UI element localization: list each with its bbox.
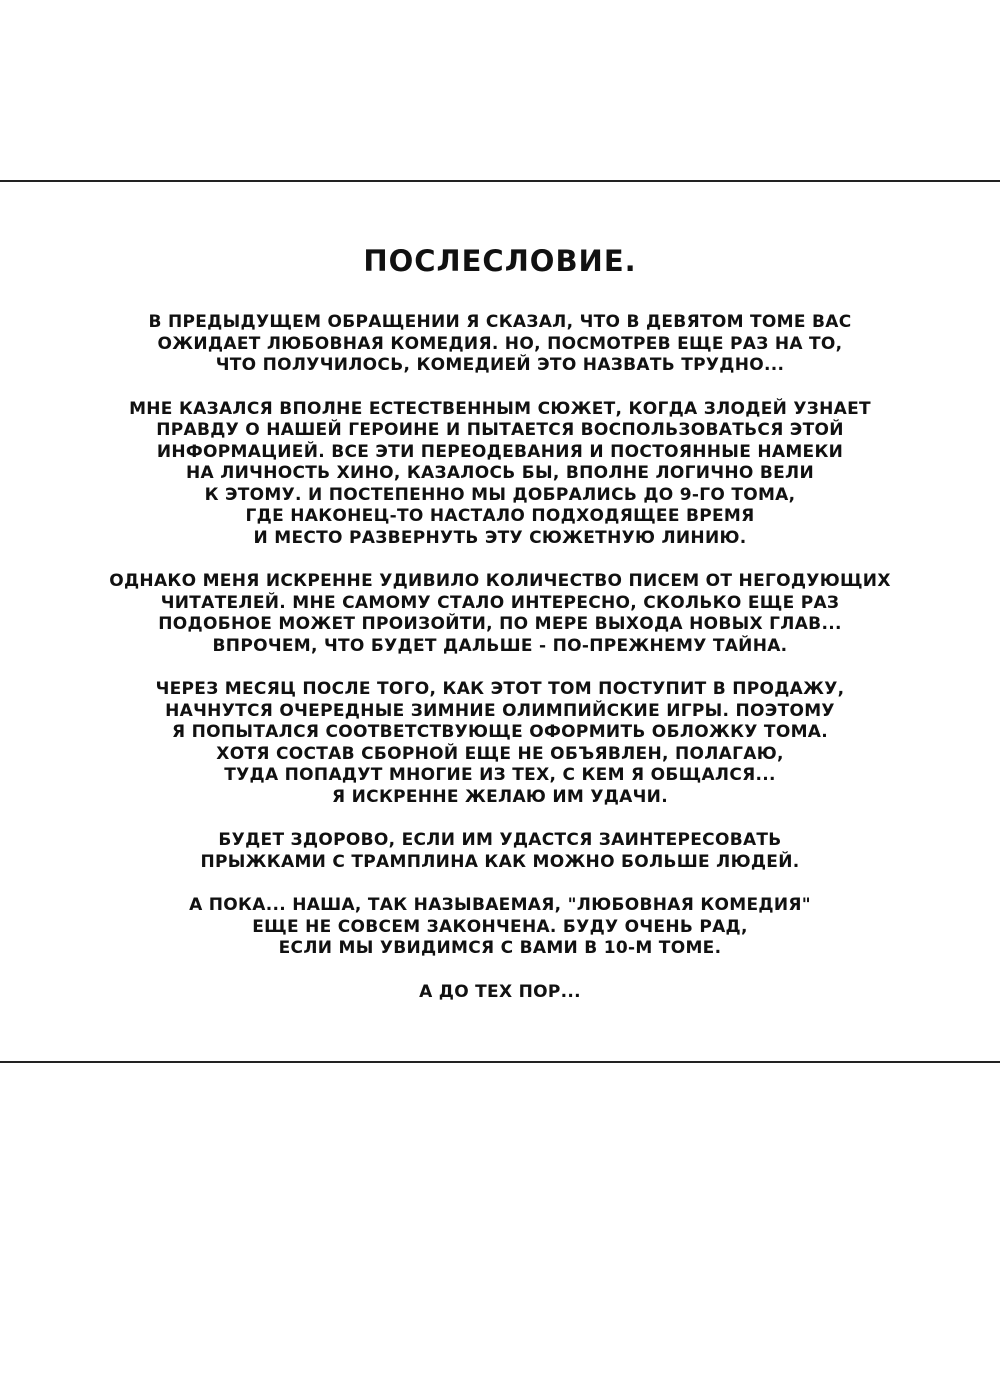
afterword-content (0, 232, 1000, 1025)
page-title: ПОСЛЕСЛОВИЕ. (363, 244, 637, 278)
text-line: ЧТО ПОЛУЧИЛОСЬ, КОМЕДИЕЙ ЭТО НАЗВАТЬ ТРУДНО... (215, 355, 785, 375)
text-line: Я ИСКРЕННЕ ЖЕЛАЮ ИМ УДАЧИ. (332, 786, 668, 807)
text-line: ОДНАКО МЕНЯ ИСКРЕННЕ УДИВИЛО КОЛИЧЕСТВО ПИСЕМ ОТ НЕГОДУЮЩИХ (109, 571, 891, 591)
paragraph (0, 399, 1000, 550)
text-line: ТУДА ПОПАДУТ МНОГИЕ ИЗ ТЕХ, С КЕМ Я ОБЩАЛСЯ... (224, 765, 776, 785)
text-line: ЕСЛИ МЫ УВИДИМСЯ С ВАМИ В 10-М ТОМЕ. (278, 938, 722, 958)
text-line: Я ПОПЫТАЛСЯ СООТВЕТСТВУЮЩЕ ОФОРМИТЬ ОБЛОЖКУ ТОМА. (171, 722, 829, 742)
text-line: ЧЕРЕЗ МЕСЯЦ ПОСЛЕ ТОГО, КАК ЭТОТ ТОМ ПОСТУПИТ В ПРОДАЖУ, (155, 679, 845, 699)
paragraph (0, 679, 1000, 808)
text-line: И МЕСТО РАЗВЕРНУТЬ ЭТУ СЮЖЕТНУЮ ЛИНИЮ. (253, 527, 747, 548)
text-line: ПОДОБНОЕ МОЖЕТ ПРОИЗОЙТИ, ПО МЕРЕ ВЫХОДА НОВЫХ ГЛАВ... (158, 614, 842, 634)
text-line: К ЭТОМУ. И ПОСТЕПЕННО МЫ ДОБРАЛИСЬ ДО 9-ГО ТОМА, (204, 484, 796, 505)
text-line: ГДЕ НАКОНЕЦ-ТО НАСТАЛО ПОДХОДЯЩЕЕ ВРЕМЯ (245, 506, 755, 526)
text-line: БУДЕТ ЗДОРОВО, ЕСЛИ ИМ УДАСТСЯ ЗАИНТЕРЕСОВАТЬ (218, 830, 782, 850)
text-line: МНЕ КАЗАЛСЯ ВПОЛНЕ ЕСТЕСТВЕННЫМ СЮЖЕТ, КОГДА ЗЛОДЕЙ УЗНАЕТ (129, 398, 871, 419)
paragraph (0, 830, 1000, 873)
text-line: ВПРОЧЕМ, ЧТО БУДЕТ ДАЛЬШЕ - ПО-ПРЕЖНЕМУ ТАЙНА. (212, 635, 788, 656)
text-line: НА ЛИЧНОСТЬ ХИНО, КАЗАЛОСЬ БЫ, ВПОЛНЕ ЛОГИЧНО ВЕЛИ (186, 463, 814, 483)
text-line: НАЧНУТСЯ ОЧЕРЕДНЫЕ ЗИМНИЕ ОЛИМПИЙСКИЕ ИГРЫ. ПОЭТОМУ (165, 700, 835, 721)
text-line: ЕЩЕ НЕ СОВСЕМ ЗАКОНЧЕНА. БУДУ ОЧЕНЬ РАД, (252, 916, 748, 937)
paragraph (0, 895, 1000, 960)
text-line: ПРЫЖКАМИ С ТРАМПЛИНА КАК МОЖНО БОЛЬШЕ ЛЮДЕЙ. (200, 851, 800, 872)
paragraph (0, 571, 1000, 657)
text-line: ХОТЯ СОСТАВ СБОРНОЙ ЕЩЕ НЕ ОБЪЯВЛЕН, ПОЛАГАЮ, (216, 743, 784, 764)
text-line: ПРАВДУ О НАШЕЙ ГЕРОИНЕ И ПЫТАЕТСЯ ВОСПОЛЬЗОВАТЬСЯ ЭТОЙ (156, 420, 844, 440)
bottom-divider (0, 1061, 1000, 1063)
text-line: ИНФОРМАЦИЕЙ. ВСЕ ЭТИ ПЕРЕОДЕВАНИЯ И ПОСТОЯННЫЕ НАМЕКИ (156, 441, 844, 462)
text-line: А ДО ТЕХ ПОР... (419, 981, 581, 1002)
paragraph (0, 982, 1000, 1004)
paragraph (0, 312, 1000, 377)
top-divider (0, 180, 1000, 182)
text-line: ЧИТАТЕЛЕЙ. МНЕ САМОМУ СТАЛО ИНТЕРЕСНО, СКОЛЬКО ЕЩЕ РАЗ (160, 592, 840, 613)
text-line: В ПРЕДЫДУЩЕМ ОБРАЩЕНИИ Я СКАЗАЛ, ЧТО В ДЕВЯТОМ ТОМЕ ВАС (148, 312, 852, 332)
text-line: ОЖИДАЕТ ЛЮБОВНАЯ КОМЕДИЯ. НО, ПОСМОТРЕВ ЕЩЕ РАЗ НА ТО, (157, 333, 843, 354)
text-line: А ПОКА... НАША, ТАК НАЗЫВАЕМАЯ, "ЛЮБОВНАЯ КОМЕДИЯ" (189, 895, 811, 915)
